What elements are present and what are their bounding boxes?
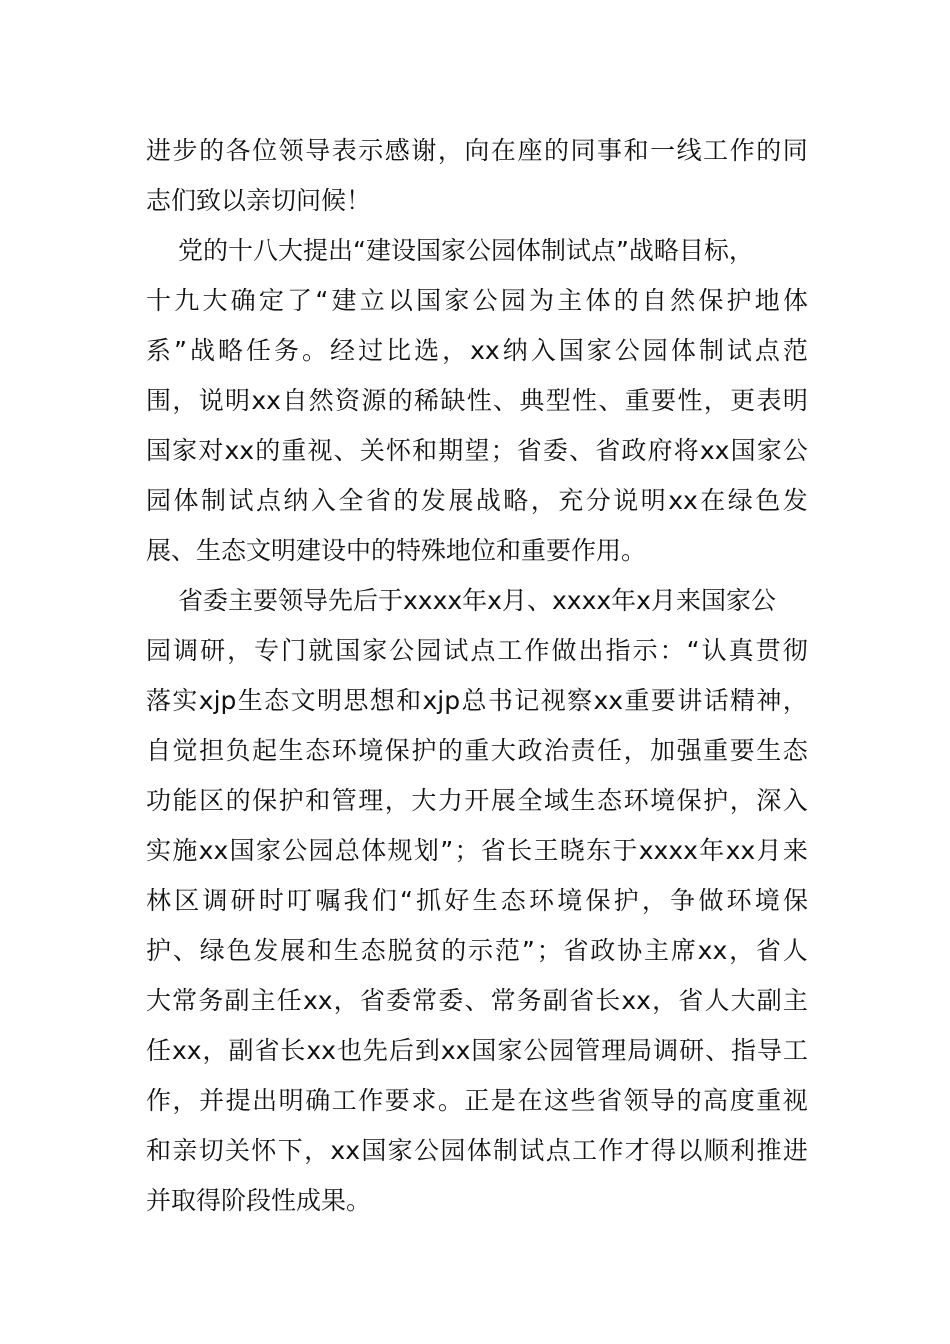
text-line: 进 步 的 各 位 领 导 表 示 感 谢 ， 向 在 座 的 同 事 和 一 线 工 作 的 同: [146, 136, 808, 165]
text-line: 功 能 区 的 保 护 和 管 理 ， 大 力 开 展 全 域 生 态 环 境 保 护 ， 深 入: [146, 786, 808, 815]
text-line: 实 施 xx 国 家 公 园 总 体 规 划 ” ； 省 长 王 晓 东 于 xxxx 年 xx 月 来: [146, 836, 808, 865]
paragraph-first-line: 省委主要领导先后于xxxx年x月、xxxx年x月来国家公: [178, 586, 776, 615]
text-line: 国 家 对 xx 的 重 视 、 关 怀 和 期 望 ； 省 委 、 省 政 府 将 xx 国 家 公: [146, 436, 808, 465]
text-line: 任 xx ， 副 省 长 xx 也 先 后 到 xx 国 家 公 园 管 理 局 调 研 、 指 导 工: [146, 1036, 808, 1065]
text-line: 志们致以亲切问候！: [146, 186, 372, 215]
text-line: 并取得阶段性成果。: [146, 1186, 372, 1215]
text-line: 自 觉 担 负 起 生 态 环 境 保 护 的 重 大 政 治 责 任 ， 加 强 重 要 生 态: [146, 736, 808, 765]
text-line: 园 体 制 试 点 纳 入 全 省 的 发 展 战 略 ， 充 分 说 明 xx 在 绿 色 发: [146, 486, 808, 515]
text-line: 作 ， 并 提 出 明 确 工 作 要 求 。 正 是 在 这 些 省 领 导 的 高 度 重 视: [146, 1086, 808, 1115]
text-line: 林 区 调 研 时 叮 嘱 我 们 “ 抓 好 生 态 环 境 保 护 ， 争 做 环 境 保: [146, 886, 808, 915]
text-line: 落 实 xjp 生 态 文 明 思 想 和 xjp 总 书 记 视 察 xx 重 要 讲 话 精 神 ，: [146, 686, 808, 715]
text-line: 十 九 大 确 定 了 “ 建 立 以 国 家 公 园 为 主 体 的 自 然 保 护 地 体: [146, 286, 808, 315]
document-body: [146, 126, 808, 1226]
text-line: 展、生态文明建设中的特殊地位和重要作用。: [146, 536, 647, 565]
text-line: 园 调 研 ， 专 门 就 国 家 公 园 试 点 工 作 做 出 指 示 ： “ 认 真 贯 彻: [146, 636, 808, 665]
text-line: 和 亲 切 关 怀 下 ， xx 国 家 公 园 体 制 试 点 工 作 才 得 以 顺 利 推 进: [146, 1136, 808, 1165]
paragraph-first-line: 党的十八大提出“建设国家公园体制试点”战略目标，: [178, 236, 754, 265]
text-line: 系 ” 战 略 任 务 。 经 过 比 选 ， xx 纳 入 国 家 公 园 体 制 试 点 范: [146, 336, 808, 365]
text-line: 围 ， 说 明 xx 自 然 资 源 的 稀 缺 性 、 典 型 性 、 重 要 性 ， 更 表 明: [146, 386, 808, 415]
text-line: 大 常 务 副 主 任 xx ， 省 委 常 委 、 常 务 副 省 长 xx ， 省 人 大 副 主: [146, 986, 808, 1015]
text-line: 护 、 绿 色 发 展 和 生 态 脱 贫 的 示 范 ” ； 省 政 协 主 席 xx ， 省 人: [146, 936, 808, 965]
